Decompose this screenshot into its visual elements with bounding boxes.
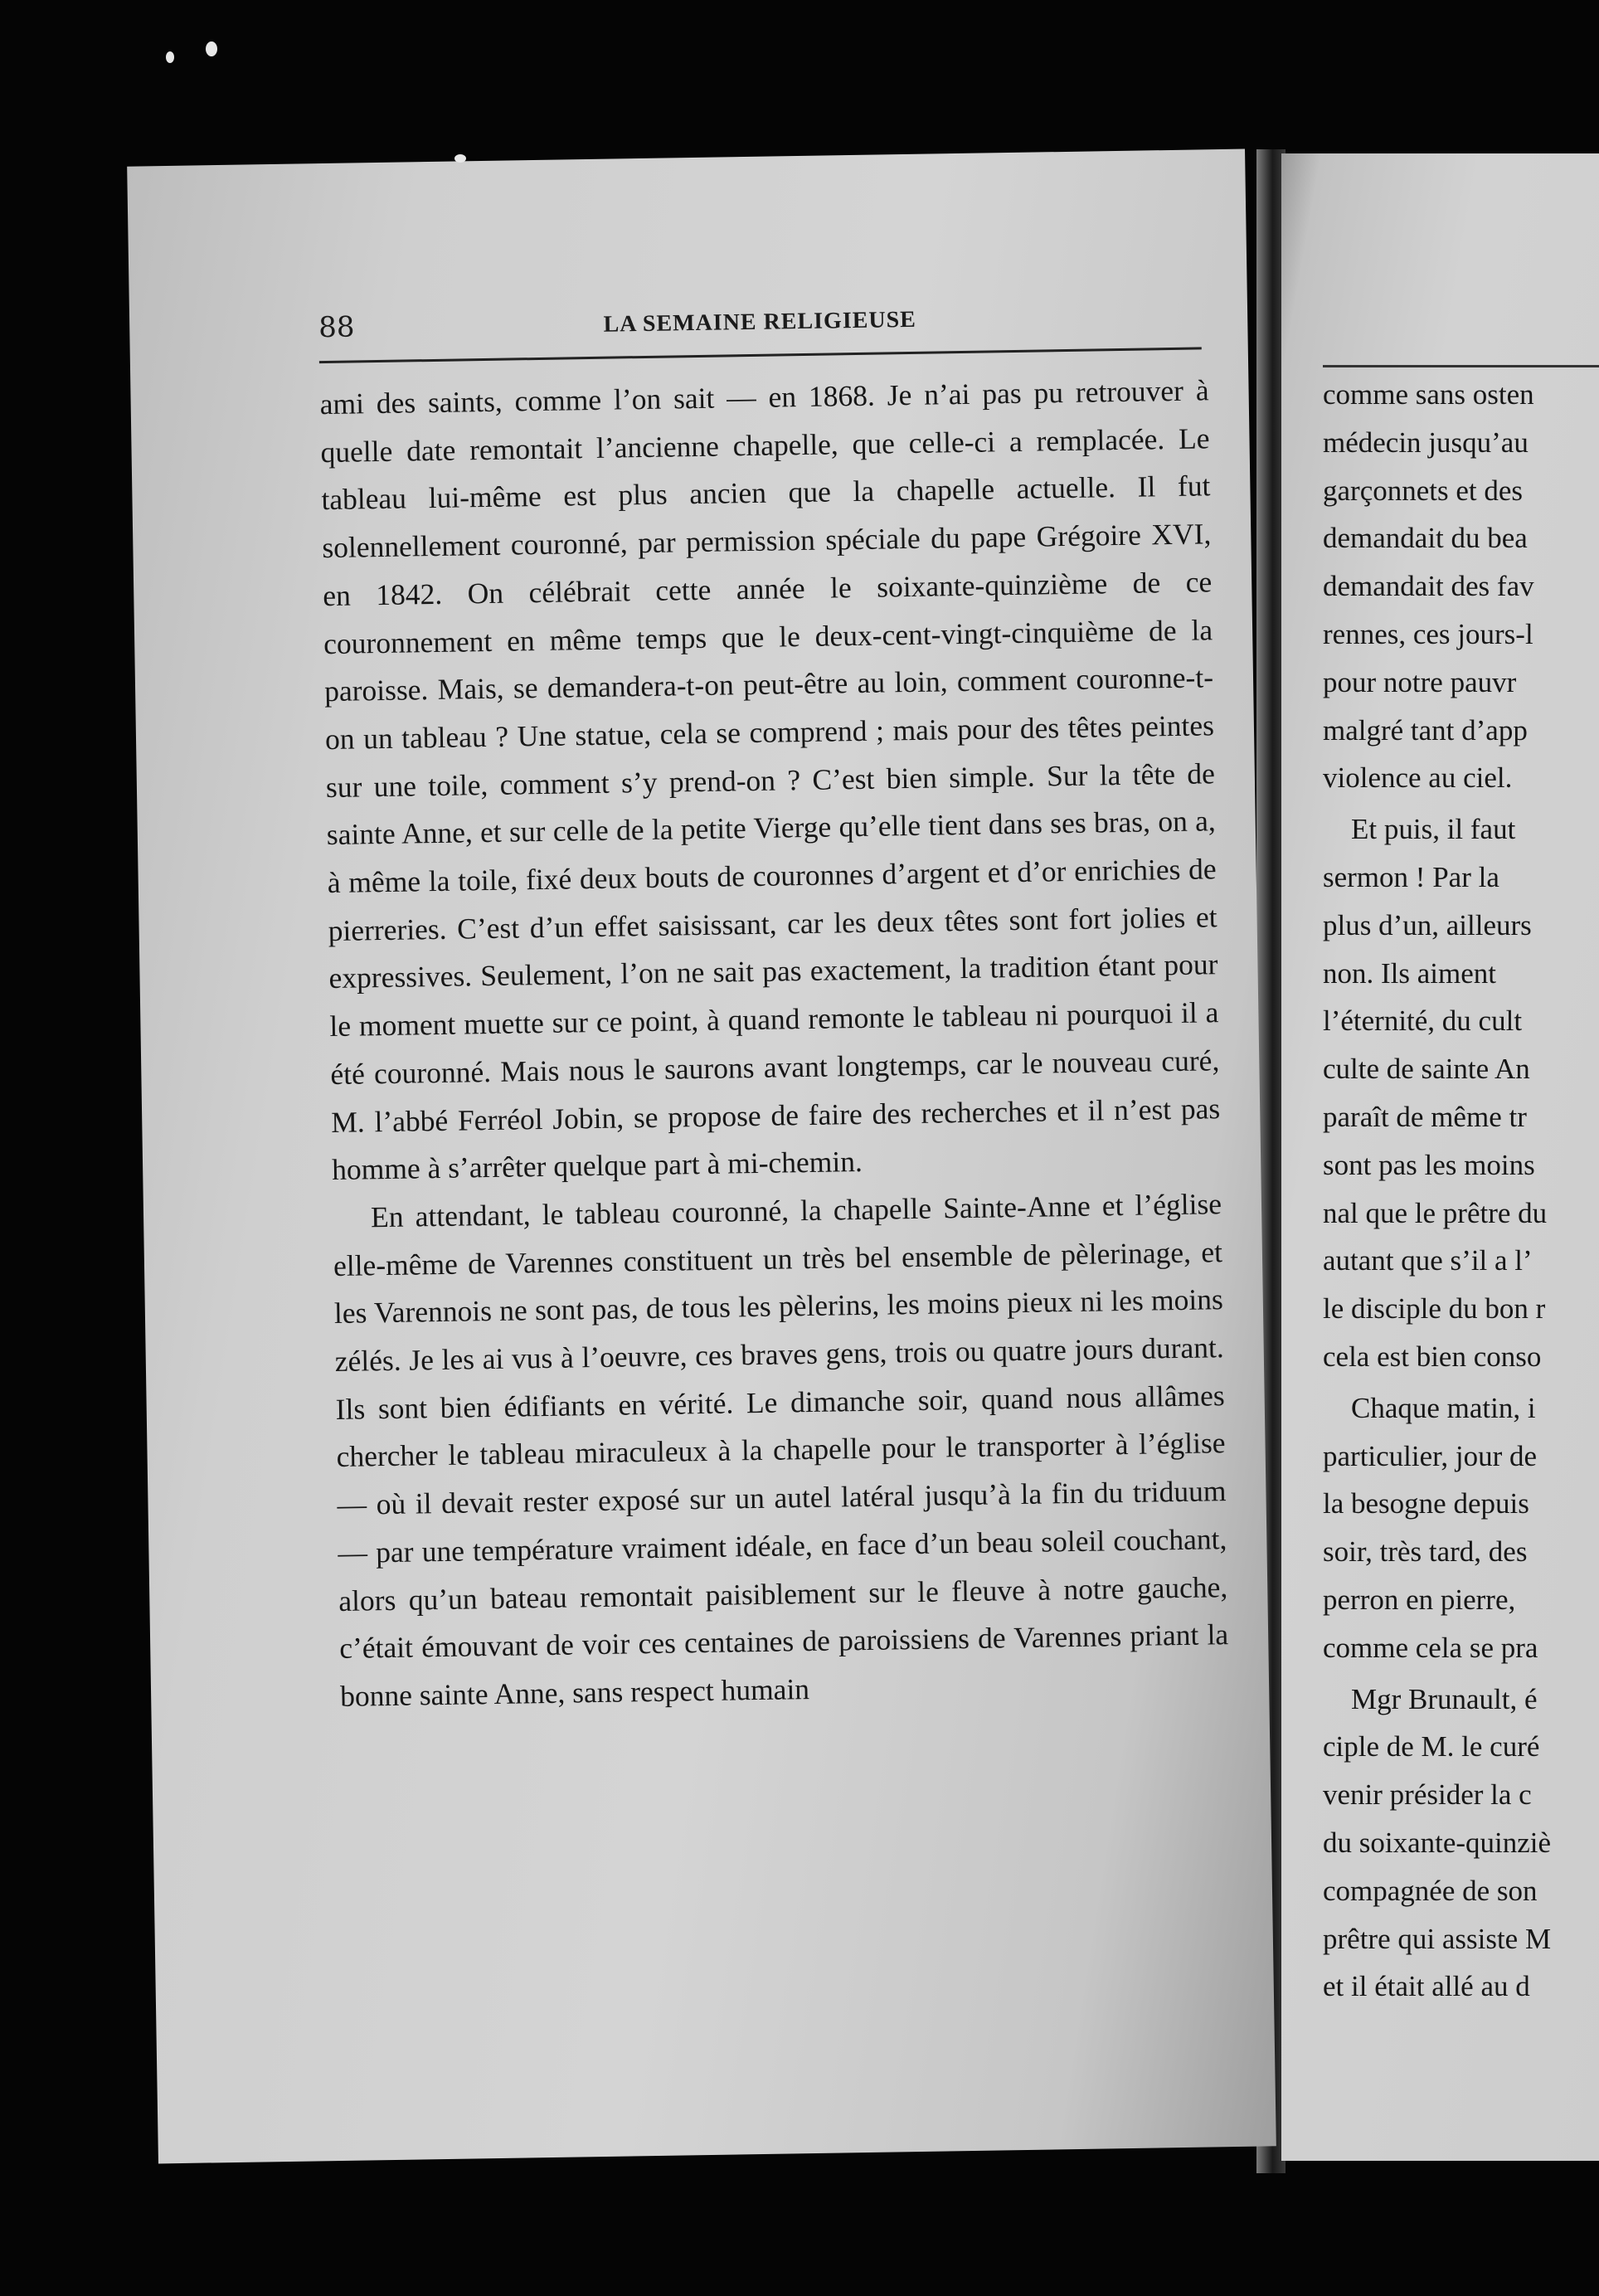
right-text-line: prêtre qui assiste M: [1323, 1922, 1552, 1955]
dust-speck: [166, 51, 174, 63]
right-page-text: [1323, 371, 1599, 2011]
right-text-line: ciple de M. le curé: [1323, 1730, 1540, 1763]
right-text-line: comme sans osten: [1323, 378, 1534, 411]
right-text-line: rennes, ces jours-l: [1323, 617, 1533, 650]
right-text-line: et il était allé au d: [1323, 1970, 1530, 2003]
right-text-line: pour notre pauvr: [1323, 665, 1517, 698]
right-text-line: demandait des fav: [1323, 570, 1534, 603]
right-text-line: plus d’un, ailleurs: [1323, 908, 1532, 941]
right-text-line: sermon ! Par la: [1323, 860, 1499, 893]
right-text-line: non. Ils aiment: [1323, 956, 1496, 990]
right-text-line: sont pas les moins: [1323, 1148, 1535, 1181]
paragraph-1: ami des saints, comme l’on sait — en 1868. Je n’ai pas pu retrouver à quelle date remontait l’ancienne chapelle, que celle-ci a remplacée. Le tableau lui-même est plus ancien que la chapelle actuelle. Il fut solennellement couronné, par permission spéciale du pape Grégoire XVI, en 1842. On célébrait cette année le soixante-quinzième de ce couronnement en même temps que le deux-cent-vingt-cinquième de la paroisse. Mais, se demandera-t-on peut-être au loin, comment couronne-t-on un tableau ? Une statue, cela se comprend ; mais pour des têtes peintes sur une toile, comment s’y prend-on ? C’est bien simple. Sur la tête de sainte Anne, et sur celle de la petite Vierge qu’elle tient dans ses bras, on a, à même la toile, fixé deux bouts de couronnes d’argent et d’or enrichies de pierreries. C’est d’un effet saisissant, car les deux têtes sont fort jolies et expressives. Seulement, l’on ne sait pas exactement, la tradition étant pour le moment muette sur ce point, à quand remonte le tableau ni pourquoi il a été couronné. Mais nous le saurons avant longtemps, car le nouveau curé, M. l’abbé Ferréol Jobin, se propose de faire des recherches et il n’est pas homme à s’arrêter quelque part à mi-chemin.: [319, 373, 1221, 1187]
right-text-line: la besogne depuis: [1323, 1487, 1529, 1520]
right-text-line: culte de sainte An: [1323, 1053, 1530, 1086]
running-title: LA SEMAINE RELIGIEUSE: [603, 306, 917, 338]
right-page-fragment: [1281, 153, 1599, 2161]
dust-speck: [206, 41, 217, 56]
right-text-line: soir, très tard, des: [1323, 1535, 1528, 1569]
right-text-line: du soixante-quinziè: [1323, 1826, 1552, 1859]
right-header-rule: [1323, 365, 1599, 367]
right-text-line: le disciple du bon r: [1323, 1292, 1546, 1326]
right-text-line: cela est bien conso: [1323, 1340, 1542, 1373]
right-text-line: Chaque matin, i: [1351, 1391, 1536, 1424]
page-number: 88: [318, 310, 355, 345]
right-text-line: violence au ciel.: [1323, 761, 1513, 795]
right-text-line: demandait du bea: [1323, 522, 1528, 555]
header-rule: [319, 347, 1202, 363]
right-text-line: nal que le prêtre du: [1323, 1196, 1548, 1229]
right-text-line: autant que s’il a l’: [1323, 1244, 1533, 1277]
right-text-line: Et puis, il faut: [1351, 813, 1516, 846]
body-text: [319, 367, 1229, 1720]
right-text-line: comme cela se pra: [1323, 1631, 1538, 1664]
right-text-line: particulier, jour de: [1323, 1439, 1538, 1472]
right-text-line: compagnée de son: [1323, 1874, 1538, 1907]
right-text-line: perron en pierre,: [1323, 1583, 1516, 1616]
right-text-line: Mgr Brunault, é: [1351, 1682, 1538, 1715]
right-text-line: venir présider la c: [1323, 1778, 1532, 1812]
dust-speck: [454, 154, 466, 163]
running-head: [318, 297, 1202, 348]
paragraph-2: En attendant, le tableau couronné, la chapelle Sainte-Anne et l’église elle-même de Varennes constituent un très bel ensemble de pèlerinage, et les Varennois ne sont pas, de tous les pèlerins, les moins pieux ni les moins zélés. Je les ai vus à l’oeuvre, ces braves gens, trois ou quatre jours durant. Ils sont bien édifiants en vérité. Le dimanche soir, quand nous allâmes chercher le tableau miraculeux à la chapelle pour le transporter à l’église — où il devait rester exposé sur un autel latéral jusqu’à la fin du triduum — par une température vraiment idéale, en face d’un beau soleil couchant, alors qu’un bateau remontait paisiblement sur le fleuve à notre gauche, c’était émouvant de voir ces centaines de paroissiens de Varennes priant la bonne sainte Anne, sans respect humain: [333, 1187, 1229, 1713]
left-page: [127, 149, 1276, 2164]
right-text-line: garçonnets et des: [1323, 474, 1524, 507]
right-text-line: malgré tant d’app: [1323, 713, 1528, 747]
right-text-line: l’éternité, du cult: [1323, 1004, 1523, 1038]
right-text-line: médecin jusqu’au: [1323, 426, 1529, 459]
right-text-line: paraît de même tr: [1323, 1100, 1527, 1133]
